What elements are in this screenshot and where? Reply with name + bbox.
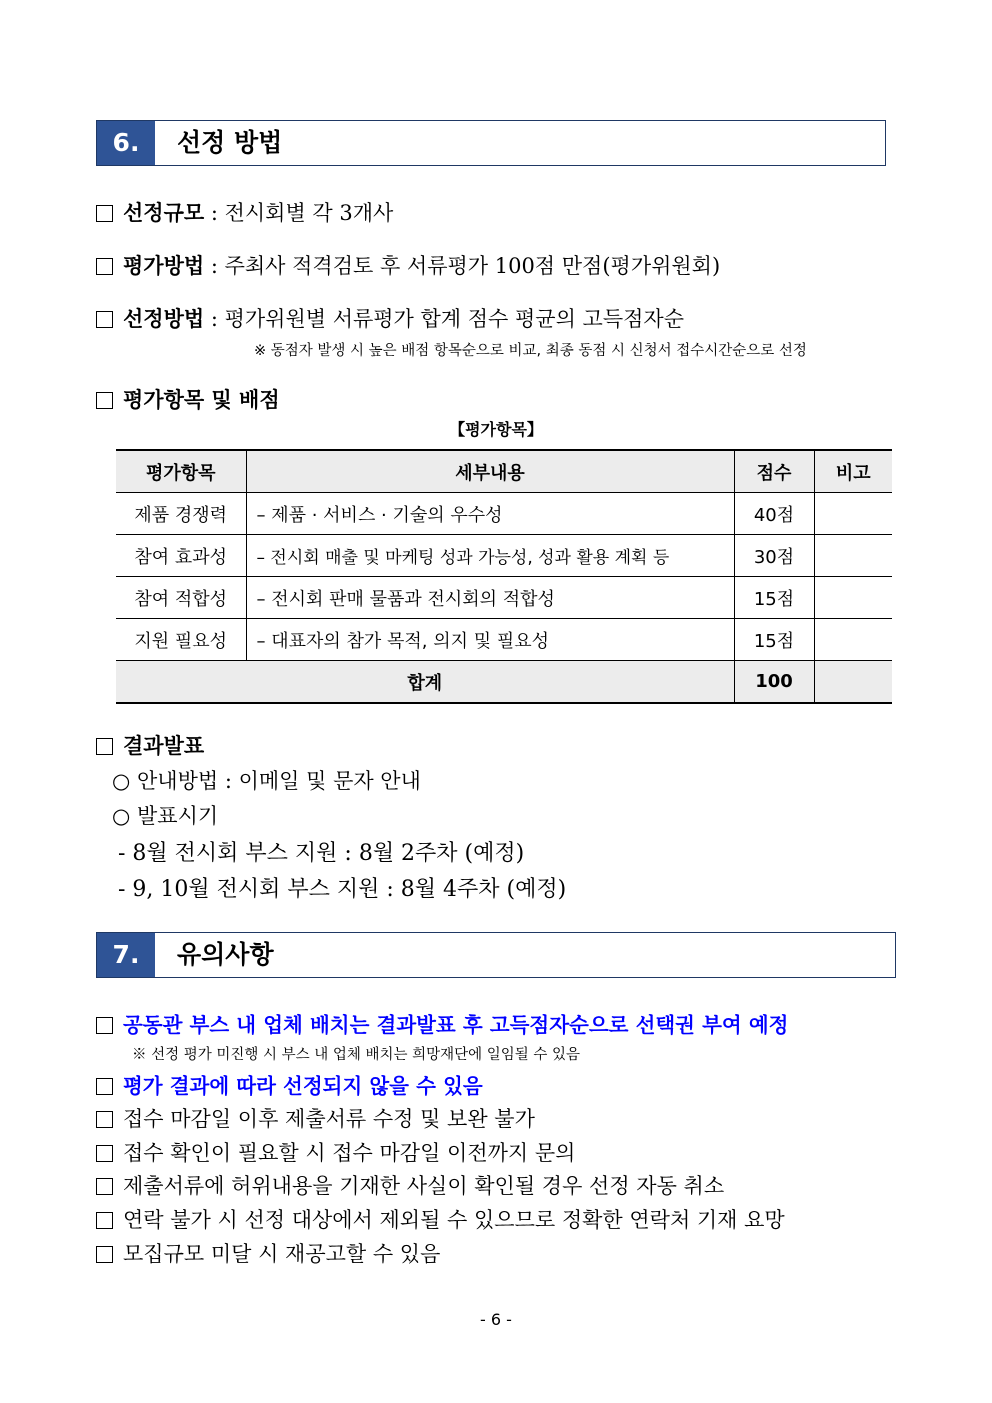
table-row bbox=[116, 577, 892, 619]
selection-scale: 선정규모 : 전시회별 각 3개사 bbox=[96, 197, 393, 227]
row-item: 참여 효과성 bbox=[116, 535, 246, 577]
total-label: 합계 bbox=[116, 661, 734, 704]
evaluation-method: 평가방법 : 주최사 적격검토 후 서류평가 100점 만점(평가위원회) bbox=[96, 250, 720, 280]
checkbox-icon bbox=[96, 1246, 113, 1263]
checkbox-icon bbox=[96, 1212, 113, 1229]
result-date-aug: - 8월 전시회 부스 지원 : 8월 2주차 (예정) bbox=[118, 841, 525, 866]
caution-highlight-1: 공동관 부스 내 업체 배치는 결과발표 후 고득점자순으로 선택권 부여 예정 bbox=[96, 1008, 788, 1038]
row-score: 15점 bbox=[734, 619, 814, 661]
caution-highlight-1-note: ※ 선정 평가 미진행 시 부스 내 업체 배치는 희망재단에 일임될 수 있음 bbox=[132, 1047, 580, 1063]
checkbox-icon bbox=[96, 392, 113, 409]
checkbox-icon bbox=[96, 1145, 113, 1162]
row-detail: – 제품 · 서비스 · 기술의 우수성 bbox=[246, 493, 734, 535]
header-item: 평가항목 bbox=[116, 450, 246, 493]
row-detail: – 대표자의 참가 목적, 의지 및 필요성 bbox=[246, 619, 734, 661]
row-score: 15점 bbox=[734, 577, 814, 619]
row-score: 40점 bbox=[734, 493, 814, 535]
section-6-number: 6. bbox=[97, 121, 155, 165]
caution-item: 접수 확인이 필요할 시 접수 마감일 이전까지 문의 bbox=[96, 1137, 575, 1167]
checkbox-icon bbox=[96, 738, 113, 755]
table-total-row bbox=[116, 661, 892, 704]
result-date-sep-oct: - 9, 10월 전시회 부스 지원 : 8월 4주차 (예정) bbox=[118, 877, 567, 902]
checkbox-icon bbox=[96, 1017, 113, 1034]
result-announce-time: ○ 발표시기 bbox=[112, 804, 219, 828]
checkbox-icon bbox=[96, 311, 113, 328]
evaluation-table bbox=[116, 449, 892, 704]
header-score: 점수 bbox=[734, 450, 814, 493]
row-detail: – 전시회 매출 및 마케팅 성과 가능성, 성과 활용 계획 등 bbox=[246, 535, 734, 577]
table-header-row bbox=[116, 450, 892, 493]
result-notice-method: ○ 안내방법 : 이메일 및 문자 안내 bbox=[112, 769, 421, 793]
total-score: 100 bbox=[734, 661, 814, 704]
checkbox-icon bbox=[96, 1078, 113, 1095]
caution-item: 접수 마감일 이후 제출서류 수정 및 보완 불가 bbox=[96, 1103, 535, 1133]
checkbox-icon bbox=[96, 258, 113, 275]
row-item: 지원 필요성 bbox=[116, 619, 246, 661]
selection-method: 선정방법 : 평가위원별 서류평가 합계 점수 평균의 고득점자순 bbox=[96, 303, 684, 333]
row-note bbox=[814, 577, 892, 619]
table-row bbox=[116, 535, 892, 577]
section-7-header bbox=[96, 932, 896, 978]
table-row bbox=[116, 619, 892, 661]
row-note bbox=[814, 535, 892, 577]
header-detail: 세부내용 bbox=[246, 450, 734, 493]
checkbox-icon bbox=[96, 1111, 113, 1128]
caution-item: 연락 불가 시 선정 대상에서 제외될 수 있으므로 정확한 연락처 기재 요망 bbox=[96, 1204, 785, 1234]
caution-highlight-2: 평가 결과에 따라 선정되지 않을 수 있음 bbox=[96, 1069, 483, 1099]
row-item: 참여 적합성 bbox=[116, 577, 246, 619]
eval-heading: 평가항목 및 배점 bbox=[96, 384, 280, 414]
row-detail: – 전시회 판매 물품과 전시회의 적합성 bbox=[246, 577, 734, 619]
checkbox-icon bbox=[96, 1178, 113, 1195]
row-score: 30점 bbox=[734, 535, 814, 577]
caution-item: 모집규모 미달 시 재공고할 수 있음 bbox=[96, 1238, 440, 1268]
checkbox-icon bbox=[96, 205, 113, 222]
caution-item: 제출서류에 허위내용을 기재한 사실이 확인될 경우 선정 자동 취소 bbox=[96, 1170, 724, 1200]
page-number: - 6 - bbox=[480, 1310, 512, 1329]
section-6-header bbox=[96, 120, 886, 166]
section-7-number: 7. bbox=[97, 933, 155, 977]
section-7-title: 유의사항 bbox=[177, 940, 274, 969]
result-heading: 결과발표 bbox=[96, 730, 204, 760]
row-note bbox=[814, 619, 892, 661]
total-note bbox=[814, 661, 892, 704]
row-note bbox=[814, 493, 892, 535]
header-note: 비고 bbox=[814, 450, 892, 493]
row-item: 제품 경쟁력 bbox=[116, 493, 246, 535]
tie-note: ※ 동점자 발생 시 높은 배점 항목순으로 비교, 최종 동점 시 신청서 접수시간순으로 선정 bbox=[254, 343, 807, 359]
table-caption: 【평가항목】 bbox=[449, 420, 543, 439]
section-6-title: 선정 방법 bbox=[177, 128, 283, 157]
table-row bbox=[116, 493, 892, 535]
